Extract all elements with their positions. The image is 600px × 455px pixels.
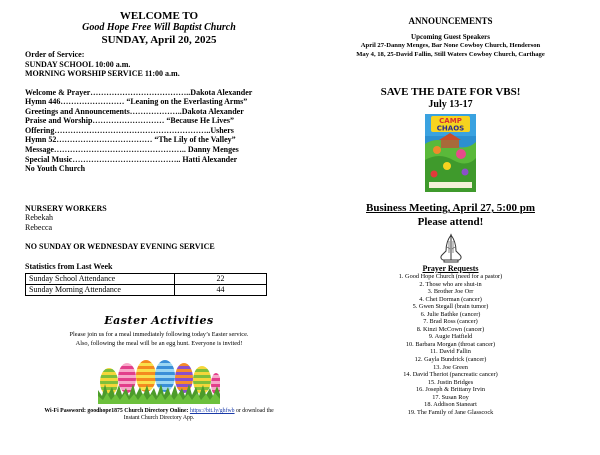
easter-line: Also, following the meal will be an egg hunt. Everyone is invited! <box>75 339 243 347</box>
program-item: Praise and Worship……………………… “Because He Lives” <box>25 116 234 126</box>
business-meeting-subtitle: Please attend! <box>417 216 484 228</box>
service-date: SUNDAY, April 20, 2025 <box>101 34 217 46</box>
welcome-heading: WELCOME TO <box>119 10 199 22</box>
program-item: No Youth Church <box>25 164 86 174</box>
attendance-table <box>25 273 267 296</box>
footer-info <box>25 408 293 422</box>
prayer-item: 14. David Theriot (pancreatic cancer) <box>403 371 498 379</box>
easter-description <box>25 331 293 348</box>
prayer-item: 5. Gwen Stegall (brain tumor) <box>412 303 489 311</box>
easter-activities-title: Easter Activities <box>104 314 214 328</box>
vbs-title: SAVE THE DATE FOR VBS! <box>380 86 521 98</box>
poster-title-camp: CAMP <box>439 117 462 125</box>
nursery-worker: Rebecca <box>25 223 53 233</box>
table-row <box>26 285 267 296</box>
prayer-item: 6. Julie Bathke (cancer) <box>420 310 481 318</box>
program-item: Hymn 446…………………… “Leaning on the Everlasting Arms” <box>25 97 248 107</box>
program-item: Hymn 52……………………………… “The Lily of the Valley” <box>25 135 236 145</box>
easter-line: Please join us for a meal immediately following today’s Easter service. <box>69 331 249 339</box>
poster-title-chaos: CHAOS <box>436 124 465 133</box>
prayer-item: 9. Augie Hatfield <box>428 333 473 341</box>
footer-app-line: Instant Church Directory App. <box>123 415 195 422</box>
prayer-item: 16. Joseph & Brittany Irvin <box>415 386 486 394</box>
prayer-item: 17. Susan Roy <box>432 393 469 401</box>
prayer-item: 19. The Family of Jane Glasscock <box>407 408 494 416</box>
announcements-title: ANNOUNCEMENTS <box>408 16 493 26</box>
stat-label: Sunday Morning Attendance <box>26 285 175 296</box>
prayer-item: 4. Chet Dorman (cancer) <box>419 295 482 303</box>
directory-link[interactable]: https://bit.ly/ghfwb <box>189 408 235 415</box>
prayer-item: 8. Kinzi McCown (cancer) <box>416 325 485 333</box>
wifi-label: Wi-Fi Password: <box>44 408 86 415</box>
stats-title: Statistics from Last Week <box>25 261 113 271</box>
guest-speaker: April 27-Danny Menges, Bar None Cowboy Church, Henderson <box>360 42 541 49</box>
church-name: Good Hope Free Will Baptist Church <box>82 22 236 33</box>
stat-label: Sunday School Attendance <box>26 274 175 285</box>
nursery-worker: Rebekah <box>25 213 53 223</box>
program-list <box>25 88 293 174</box>
program-item: Message………………………………………….. Danny Menges <box>25 145 239 155</box>
egg <box>100 368 118 396</box>
prayer-item: 13. Joe Green <box>433 363 468 371</box>
stat-value: 44 <box>175 285 267 296</box>
prayer-list <box>318 273 583 416</box>
left-column <box>25 10 293 422</box>
vbs-dates: July 13-17 <box>428 99 473 110</box>
prayer-item: 11. David Fallin <box>430 348 471 356</box>
program-item: Welcome & Prayer………………………………..Dakota Alexander <box>25 87 253 97</box>
prayer-item: 15. Justin Bridges <box>427 378 474 386</box>
guest-speaker: May 4, 18, 25-David Fallin, Still Waters Cowboy Church, Carthage <box>356 50 545 58</box>
prayer-item: 2. Those who are shut-in <box>419 280 482 288</box>
stat-value: 22 <box>175 274 267 285</box>
no-evening-service-notice: NO SUNDAY OR WEDNESDAY EVENING SERVICE <box>25 242 215 252</box>
prayer-item: 1. Good Hope Church (need for a pastor) <box>398 273 503 280</box>
egg <box>175 363 193 393</box>
table-row <box>26 274 267 285</box>
footer-rest: or download the <box>236 408 274 415</box>
egg <box>155 360 175 392</box>
prayer-requests-title: Prayer Requests <box>422 264 479 273</box>
praying-hands-icon <box>438 233 464 263</box>
order-title: Order of Service: <box>25 50 85 59</box>
prayer-item: 3. Brother Joe Orr <box>427 288 474 296</box>
prayer-item: 7. Brad Ross (cancer) <box>423 318 478 326</box>
worship-time: MORNING WORSHIP SERVICE 11:00 a.m. <box>25 69 180 78</box>
easter-eggs-image <box>98 354 220 404</box>
program-item: Greetings and Announcements………………..Dakota Alexander <box>25 106 244 116</box>
order-of-service <box>25 50 293 79</box>
nursery-title: NURSERY WORKERS <box>25 203 107 213</box>
guest-speakers-title: Upcoming Guest Speakers <box>411 33 490 41</box>
sunday-school-time: SUNDAY SCHOOL 10:00 a.m. <box>25 59 131 69</box>
nursery-workers <box>25 204 293 234</box>
prayer-item: 18. Addison Staneart <box>424 401 477 409</box>
egg <box>136 360 156 392</box>
right-column <box>318 16 583 416</box>
program-item: Special Music………………………………….. Hatti Alexander <box>25 154 238 164</box>
vbs-poster-image <box>425 114 476 192</box>
prayer-item: 12. Gayla Bundrick (cancer) <box>414 356 487 364</box>
directory-label: Church Directory Online: <box>124 408 189 415</box>
program-item: Offering…………………………………………………..Ushers <box>25 125 234 135</box>
prayer-item: 10. Barbara Morgan (throat cancer) <box>405 340 496 348</box>
business-meeting-title: Business Meeting, April 27, 5:00 pm <box>366 202 535 214</box>
wifi-password: goodhope1875 <box>87 408 123 415</box>
